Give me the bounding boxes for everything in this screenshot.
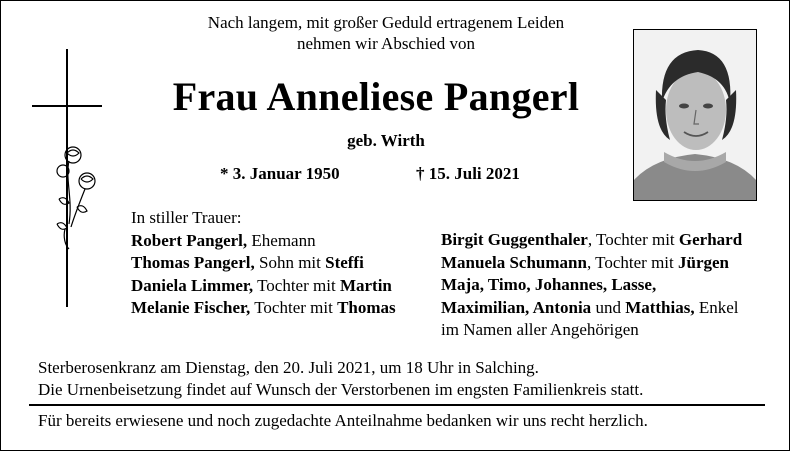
grandchildren-line-2: Maximilian, Antonia und Matthias, Enkel <box>441 297 739 317</box>
list-item: Melanie Fischer, Tochter mit Thomas <box>131 298 396 317</box>
grandchildren-line-1: Maja, Timo, Johannes, Lasse, <box>441 275 657 294</box>
intro-line-2: nehmen wir Abschied von <box>297 34 475 53</box>
deceased-name: Frau Anneliese Pangerl <box>172 74 580 119</box>
rosary-line: Sterberosenkranz am Dienstag, den 20. Juli 2021, um 18 Uhr in Salching. <box>38 358 539 377</box>
intro-line-1: Nach langem, mit großer Geduld ertragenem Leiden <box>207 13 565 32</box>
maiden-name: geb. Wirth <box>347 131 425 150</box>
mourners-heading: In stiller Trauer: <box>131 208 242 227</box>
birth-date: * 3. Januar 1950 <box>220 164 340 183</box>
mourners-right <box>441 229 742 342</box>
list-item: Robert Pangerl, Ehemann <box>131 230 316 250</box>
list-item: Birgit Guggenthaler, Tochter mit Gerhard <box>441 230 743 249</box>
divider <box>29 404 765 406</box>
list-item: Thomas Pangerl, Sohn mit Steffi <box>131 253 364 272</box>
mourners-left <box>131 207 396 320</box>
burial-line: Die Urnenbeisetzung findet auf Wunsch der Verstorbenen im engsten Familienkreis statt. <box>38 380 644 399</box>
list-item: Daniela Limmer, Tochter mit Martin <box>131 275 392 295</box>
thanks-line: Für bereits erwiesene und noch zugedachte Anteilnahme bedanken wir uns recht herzlich. <box>38 411 648 430</box>
closing-line: im Namen aller Angehörigen <box>441 320 639 339</box>
cross-with-roses-icon <box>29 49 109 311</box>
death-date: † 15. Juli 2021 <box>416 164 520 183</box>
portrait-photo <box>633 29 757 201</box>
list-item: Manuela Schumann, Tochter mit Jürgen <box>441 252 729 272</box>
